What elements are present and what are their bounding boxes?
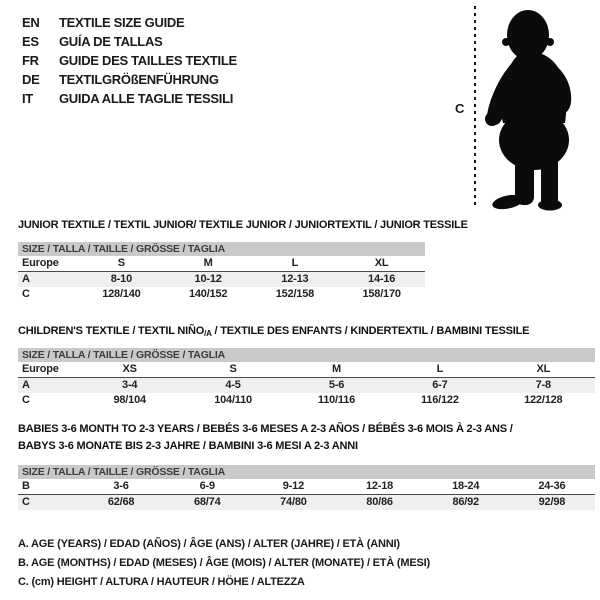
value-cell: 86/92 (452, 496, 479, 508)
value-cell: 110/116 (317, 394, 356, 406)
language-code: EN (22, 15, 40, 30)
language-code: DE (22, 72, 40, 87)
value-cell: 6-9 (164, 479, 250, 495)
row-label-cell: Europe (18, 256, 78, 272)
guide-title: GUIDA ALLE TAGLIE TESSILI (59, 91, 234, 106)
value-cell: 7-8 (535, 379, 551, 391)
baby-silhouette-icon (482, 5, 582, 211)
legend-line-b: B. AGE (MONTHS) / EDAD (MESES) / ÂGE (MOIS) / ALTER (MONATE) / ETÀ (MESI) (18, 557, 430, 569)
legend-line-a: A. AGE (YEARS) / EDAD (AÑOS) / ÂGE (ANS) / ALTER (JAHRE) / ETÀ (ANNI) (18, 538, 400, 550)
list-item (22, 13, 237, 32)
value-cell: 80/86 (366, 496, 393, 508)
measurement-legend (18, 535, 430, 592)
row-label-cell: A (22, 273, 30, 285)
junior-size-table (18, 242, 425, 302)
value-cell: 152/158 (275, 288, 315, 300)
size-header-bar: SIZE / TALLA / TAILLE / GRÖSSE / TAGLIA (18, 348, 595, 362)
value-cell: 116/122 (420, 394, 459, 406)
babies-size-table (18, 465, 595, 510)
height-measure-dotted-line (474, 6, 476, 209)
value-cell: 18-24 (423, 479, 509, 495)
children-section-title (18, 323, 529, 342)
babies-section-title (18, 421, 513, 455)
children-size-table (18, 348, 595, 408)
list-item (22, 89, 237, 108)
row-label-cell: C (22, 394, 30, 406)
value-cell: L (388, 362, 491, 378)
value-cell: L (252, 256, 339, 272)
size-header-bar: SIZE / TALLA / TAILLE / GRÖSSE / TAGLIA (18, 465, 595, 479)
children-table (18, 362, 595, 408)
language-code: FR (22, 53, 39, 68)
value-cell: M (285, 362, 388, 378)
value-cell: 14-16 (368, 273, 396, 285)
value-cell: S (181, 362, 284, 378)
children-title-prefix: CHILDREN'S TEXTILE / TEXTIL NIÑO (18, 325, 205, 337)
language-title-list (22, 13, 237, 108)
value-cell: 74/80 (280, 496, 307, 508)
value-cell: 6-7 (432, 379, 448, 391)
value-cell: 62/68 (107, 496, 135, 508)
guide-title: TEXTILE SIZE GUIDE (59, 15, 185, 30)
value-cell: 98/104 (113, 394, 146, 406)
value-cell: 68/74 (193, 496, 221, 508)
children-title-sub: /A (204, 329, 212, 338)
value-cell: 3-4 (122, 379, 138, 391)
size-header-bar: SIZE / TALLA / TAILLE / GRÖSSE / TAGLIA (18, 242, 425, 256)
junior-table (18, 256, 425, 302)
guide-title: GUIDE DES TAILLES TEXTILE (59, 53, 237, 68)
value-cell: 3-6 (78, 479, 164, 495)
list-item (22, 70, 237, 89)
value-cell: 24-36 (509, 479, 595, 495)
language-code: IT (22, 91, 33, 106)
value-cell: 9-12 (250, 479, 336, 495)
value-cell: XL (492, 362, 595, 378)
height-measure-label: C (455, 101, 465, 116)
value-cell: 5-6 (328, 379, 345, 391)
value-cell: 12-18 (336, 479, 422, 495)
value-cell: M (165, 256, 252, 272)
value-cell: 4-5 (225, 379, 241, 391)
value-cell: 122/128 (524, 394, 563, 406)
value-cell: 12-13 (281, 273, 309, 285)
children-title-suffix: / TEXTILE DES ENFANTS / KINDERTEXTIL / BAMBINI TESSILE (211, 325, 530, 337)
value-cell: 8-10 (110, 273, 132, 285)
value-cell: 140/152 (188, 288, 228, 300)
row-label-cell: A (22, 379, 30, 391)
legend-line-c: C. (cm) HEIGHT / ALTURA / HAUTEUR / HÖHE / ALTEZZA (18, 576, 305, 588)
value-cell: S (78, 256, 165, 272)
guide-title: GUÍA DE TALLAS (59, 34, 163, 49)
value-cell: 128/140 (102, 288, 141, 300)
language-code: ES (22, 34, 39, 49)
row-label-cell: C (22, 288, 30, 300)
list-item (22, 51, 237, 70)
value-cell: 104/110 (214, 394, 252, 406)
value-cell: 10-12 (194, 273, 222, 285)
row-label-cell: B (18, 479, 78, 495)
row-label-cell: Europe (18, 362, 78, 378)
babies-title-line2: BABYS 3-6 MONATE BIS 2-3 JAHRE / BAMBINI 3-6 MESI A 2-3 ANNI (18, 440, 358, 452)
babies-title-line1: BABIES 3-6 MONTH TO 2-3 YEARS / BEBÉS 3-6 MESES A 2-3 AÑOS / BÉBÉS 3-6 MOIS À 2-3 ANS / (18, 423, 513, 435)
value-cell: XS (78, 362, 181, 378)
list-item (22, 32, 237, 51)
row-label-cell: C (22, 496, 30, 508)
value-cell: XL (338, 256, 425, 272)
junior-section-title: JUNIOR TEXTILE / TEXTIL JUNIOR/ TEXTILE JUNIOR / JUNIORTEXTIL / JUNIOR TESSILE (18, 219, 468, 231)
guide-title: TEXTILGRÖßENFÜHRUNG (59, 72, 219, 87)
value-cell: 92/98 (538, 496, 566, 508)
babies-table (18, 479, 595, 510)
value-cell: 158/170 (362, 288, 401, 300)
